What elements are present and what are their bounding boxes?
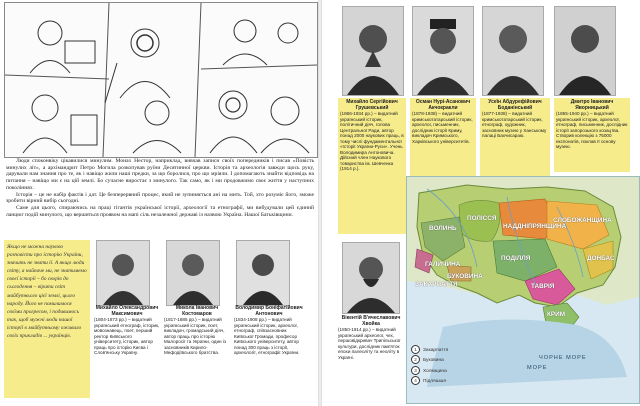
map-region-label: ПОДІЛЛЯ — [501, 255, 531, 262]
paragraph: Люди споконвіку цікавилися минулим. Монах Нестор, наприклад, вивчав записи своїх попередників і писав «Повість минулих літ», а архімандрит Петро Могила розкопував руїни Десятинної церкви. Історія та археологія завжди щось руку, дарували нам знання про те, як і навіщо жили наші предки, за що боролися, про що мріяли. І допомагають знайти відповідь на питання – навіщо ми є на цій землі. Бо сучасне виростає з минулого. Так само, як і ми продовжимо своє життя у наступних поколіннях. — [6, 158, 314, 191]
legend-item — [411, 345, 481, 355]
portrait-photo — [96, 240, 150, 306]
person-name: Вікентій В'ячеславович Хвойка — [341, 315, 401, 327]
portrait-caption — [554, 98, 630, 172]
map-region-label: ВОЛИНЬ — [429, 225, 457, 232]
legend-label: Холмщина — [423, 368, 447, 374]
map-region-label: НАДДНІПРЯНЩИНА — [503, 223, 567, 230]
legend-number: 1 — [411, 345, 420, 354]
paragraph: Саме для цього, спираючись на праці гігантів української історії, археології та етнографії, ми вибудували цей єдиний ланцюг подій минулого, що вершиться проявом на мапі сіль незалежної державі із назвою Україна. Нашої Батьківщини. — [6, 204, 314, 218]
map-region-label: ПОЛІССЯ — [467, 215, 497, 222]
portrait-photo — [236, 240, 290, 306]
map-region-label: СЛОБОЖАНЩИНА — [553, 217, 612, 224]
map-legend — [411, 345, 481, 386]
portrait-photo — [342, 242, 400, 314]
portrait-photo — [412, 6, 474, 96]
comic-illustration — [4, 2, 318, 158]
person-bio: (1804-1873 рр.) – видатний український етнограф, історик, мовознавець, поет, перший ректор Київського університету, історик, автор праць про історію Києва і Слов'янську Україну. — [94, 317, 160, 356]
legend-number: 4 — [411, 376, 420, 385]
portrait-photo — [166, 240, 220, 306]
map-region-label: ТАВРІЯ — [531, 283, 555, 290]
left-page — [0, 0, 318, 406]
paragraph: Історія – це не набір фактів і дат. Це безперервний процес, який не зупиняється ані на мить. Той, хто розуміє його, зможе зробити вірний вибір сьогодні. — [6, 191, 314, 205]
legend-item — [411, 366, 481, 376]
quote-box: Якщо не можна науково розповісти про історію України, значить не знати ії. А якщо люди світу, а найпаче ми, не знатимемо своєї історії – бо скорів до сьогодення – вірити світ майбутнього цієї землі, цього народу. Його не помилимося своїми прогресом, і подивимось так, щоб мужні люди нашої історії в майбутньому оживило своїх прикладів ... українців. — [4, 240, 90, 398]
legend-number: 3 — [411, 366, 420, 375]
person-bio: (1866-1934 рр.) – видатний український історик, політичний діяч, голова Центральної Ради, автор понад 2000 наукових праць, в тому числі фундаментальної «Історії України-Руси». Учень Володимира Антоновича. Дійсний член Наукового товариства ім. Шевченка (1914 р.). — [340, 111, 404, 172]
portrait-caption — [234, 306, 304, 356]
person-bio: (1850-1914 рр.) – видатний український археолог, чех, першовідкривач Трипільської культури, дослідник пам'яток епохи палеоліту та неоліту в Україні. — [338, 327, 401, 360]
person-name: Осман Нурі-Асанович Акчокракли — [415, 99, 471, 111]
portrait-caption — [94, 306, 160, 356]
person-name: Михайло Олександрович Максимович — [95, 305, 159, 317]
map-region-label: ЗАКАРПАТТЯ — [415, 281, 458, 288]
map-region-label: ДОНБАС — [587, 255, 615, 262]
portrait-caption — [338, 98, 406, 234]
legend-label: Закарпаття — [423, 347, 449, 353]
legend-item — [411, 355, 481, 365]
portrait-caption — [338, 316, 404, 360]
map-ukraine-regions — [406, 176, 640, 404]
map-region-label: БУКОВИНА — [447, 273, 483, 280]
legend-label: Підляшшя — [423, 378, 447, 384]
main-text — [6, 158, 314, 218]
portrait-photo — [482, 6, 544, 96]
person-bio: (1834-1908 рр.) – видатний український історик, археолог, етнограф, співзасновник Київської Громади, професор Київського університету, автор понад 300 праць з історії, археології, етнографії України. — [234, 317, 300, 356]
sea-label: МОРЕ — [527, 365, 548, 371]
portrait-caption — [164, 306, 230, 356]
portrait-photo — [342, 6, 404, 96]
person-name: Дмитро Іванович Яворницький — [570, 99, 614, 111]
comic-drawing — [5, 3, 317, 157]
person-bio: (1855-1940 рр.) – видатний український історик, археолог, етнограф, письменник, дослідник історії запорозького козацтва. Створив колекцію з 75000 експонатів, поклав її основу музею. — [556, 111, 628, 150]
person-bio: (1877-1938) – видатний кримськотатарський історик, етнограф, художник, засновник музею у Ханському палаці Бахчисараю. — [482, 111, 547, 139]
sea-label: ЧОРНЕ МОРЕ — [539, 355, 587, 361]
person-name: Усеїн Абдурефійович Боданінський — [488, 99, 542, 111]
map-region-label: КРИМ — [547, 311, 566, 318]
portrait-photo — [554, 6, 616, 96]
person-name: Михайло Сергійович Грушевський — [346, 99, 398, 111]
person-name: Микола Іванович Костомаров — [175, 305, 219, 317]
person-bio: (1878-1938) – видатний кримськотатарський історик, археолог, письменник, дослідник історії Криму, викладач Кримського, Харківського університетів. — [412, 111, 473, 144]
person-bio: (1817-1885 рр.) – видатний український історик, поет, викладач, громадський діяч, автор праць про історію Малоросії та України, один із засновників Кирило-Мефодіївського братства. — [164, 317, 226, 356]
legend-label: Буковина — [423, 358, 444, 364]
map-region-label: ГАЛИЧИНА — [425, 261, 461, 268]
legend-number: 2 — [411, 355, 420, 364]
legend-item — [411, 376, 481, 386]
person-name: Володимир Боніфатійович Антонович — [235, 305, 303, 317]
